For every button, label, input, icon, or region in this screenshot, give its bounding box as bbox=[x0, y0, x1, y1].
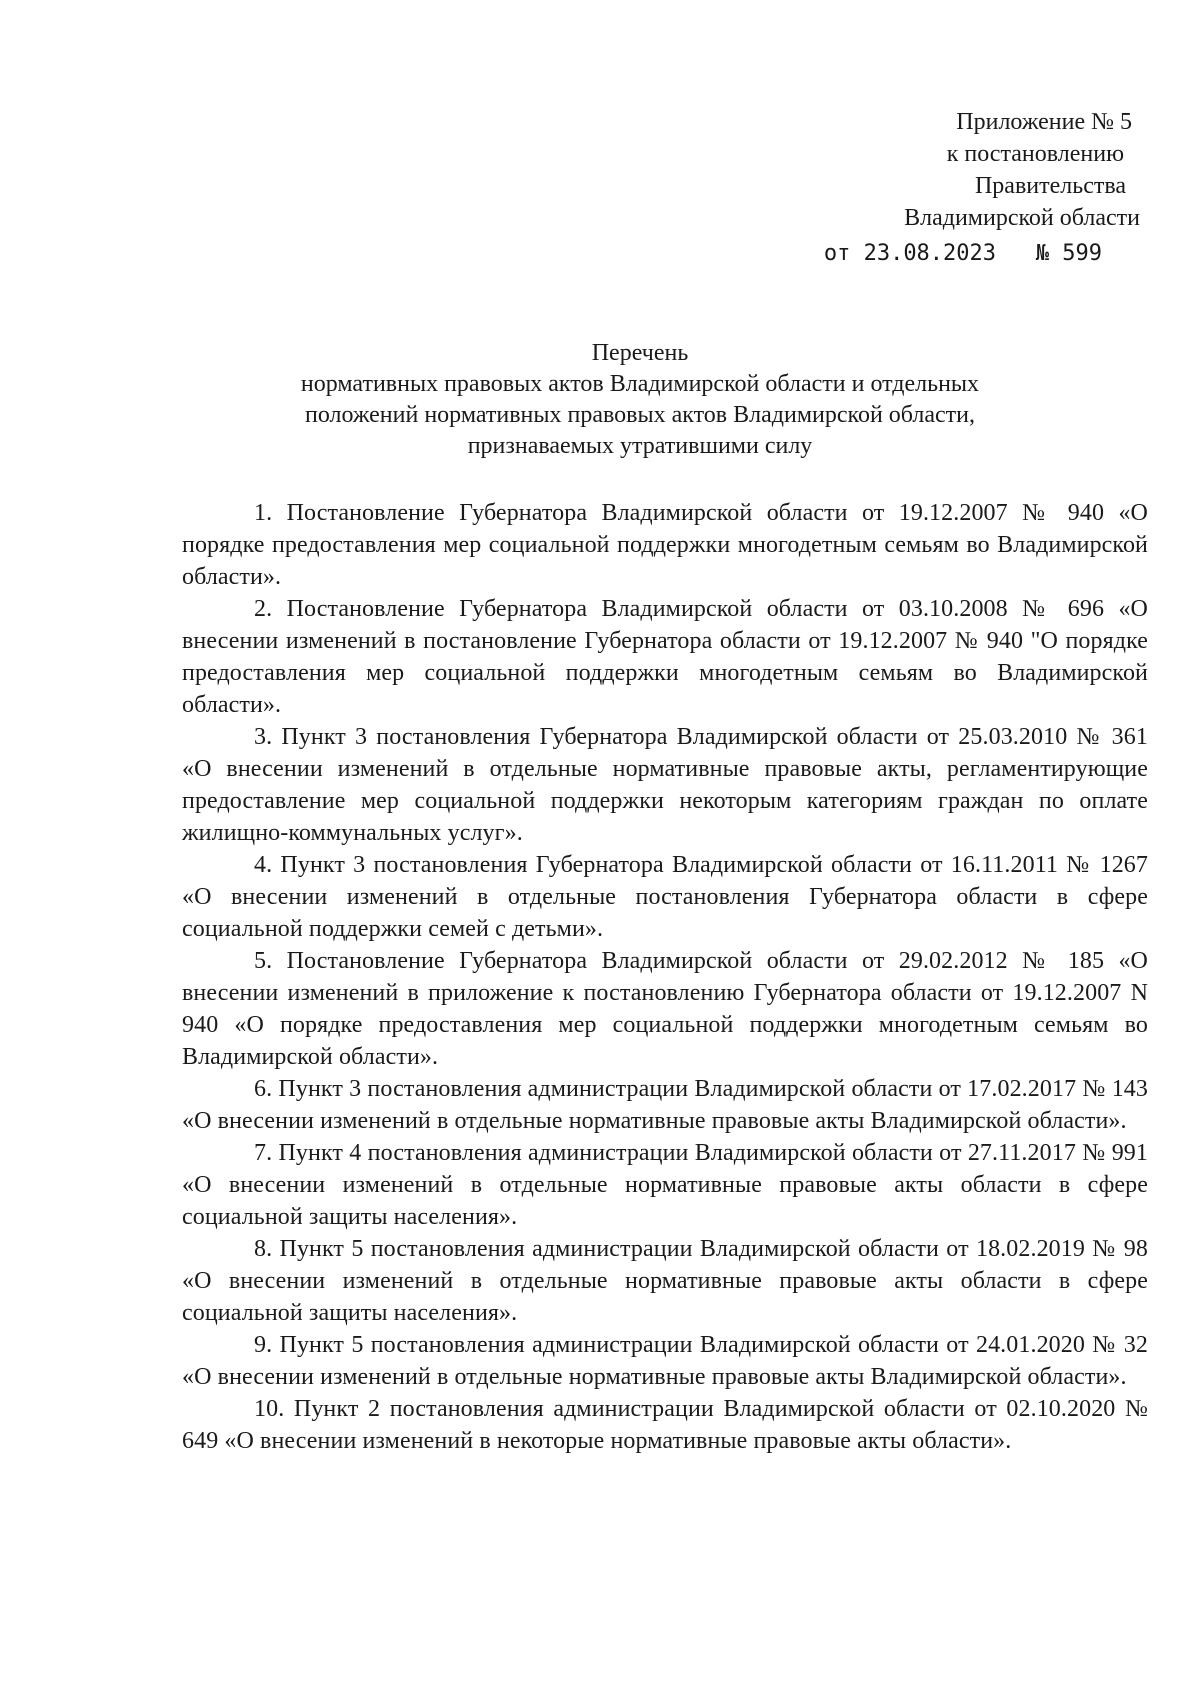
appendix-region: Владимирской области bbox=[904, 205, 1140, 231]
list-item: 5. Постановление Губернатора Владимирской области от 29.02.2012 № 185 «О внесении изменений в приложение к постановлению Губернатора области от 19.12.2007 N 940 «О порядке предоставления мер социальной поддержки многодетным семьям во Владимирской области». bbox=[182, 948, 1148, 1070]
title-line-1: Перечень bbox=[591, 340, 689, 366]
list-item: 8. Пункт 5 постановления администрации Владимирской области от 18.02.2019 № 98 «О внесении изменений в отдельные нормативные правовые акты области в сфере социальной защиты населения». bbox=[182, 1236, 1148, 1326]
list-item: 1. Постановление Губернатора Владимирской области от 19.12.2007 № 940 «О порядке предоставления мер социальной поддержки многодетным семьям во Владимирской области». bbox=[182, 500, 1148, 590]
list-item: 6. Пункт 3 постановления администрации Владимирской области от 17.02.2017 № 143 «О внесении изменений в отдельные нормативные правовые акты Владимирской области». bbox=[182, 1076, 1148, 1134]
title-line-2: нормативных правовых актов Владимирской области и отдельных bbox=[300, 371, 980, 397]
list-item: 2. Постановление Губернатора Владимирской области от 03.10.2008 № 696 «О внесении изменений в постановление Губернатора области от 19.12.2007 № 940 "О порядке предоставления мер социальной поддержки многодетным семьям во Владимирской области». bbox=[182, 596, 1148, 718]
document-title bbox=[200, 338, 1080, 462]
title-line-4: признаваемых утратившими силу bbox=[467, 433, 813, 459]
list-item: 7. Пункт 4 постановления администрации Владимирской области от 27.11.2017 № 991 «О внесении изменений в отдельные нормативные правовые акты области в сфере социальной защиты населения». bbox=[182, 1140, 1148, 1230]
appendix-header bbox=[824, 106, 1140, 270]
acts-list bbox=[182, 497, 1148, 1457]
appendix-government: Правительства bbox=[974, 173, 1126, 199]
list-item: 10. Пункт 2 постановления администрации Владимирской области от 02.10.2020 № 649 «О внесении изменений в некоторые нормативные правовые акты области». bbox=[182, 1396, 1148, 1454]
appendix-number: Приложение № 5 bbox=[956, 109, 1132, 135]
list-item: 4. Пункт 3 постановления Губернатора Владимирской области от 16.11.2011 № 1267 «О внесении изменений в отдельные постановления Губернатора области в сфере социальной поддержки семей с детьми». bbox=[182, 852, 1148, 942]
appendix-resolution-ref: к постановлению bbox=[946, 141, 1124, 167]
title-line-3: положений нормативных правовых актов Владимирской области, bbox=[304, 402, 976, 428]
list-item: 3. Пункт 3 постановления Губернатора Владимирской области от 25.03.2010 № 361 «О внесении изменений в отдельные нормативные правовые акты, регламентирующие предоставление мер социальной поддержки некоторым категориям граждан по оплате жилищно-коммунальных услуг». bbox=[182, 724, 1148, 846]
appendix-date-number: от 23.08.2023 № 599 bbox=[823, 241, 1102, 266]
list-item: 9. Пункт 5 постановления администрации Владимирской области от 24.01.2020 № 32 «О внесении изменений в отдельные нормативные правовые акты Владимирской области». bbox=[182, 1332, 1148, 1390]
